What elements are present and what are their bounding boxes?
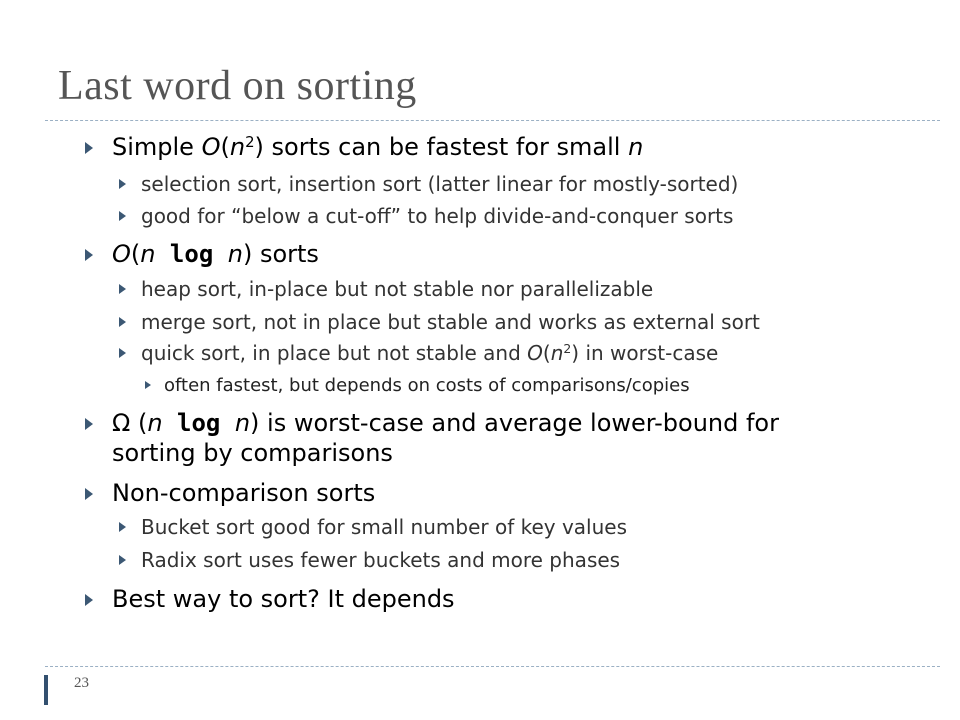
bullet-arrow-icon [119,317,126,327]
bullet-omega-continuation: sorting by comparisons [112,439,393,467]
title-divider [45,120,940,121]
sub-bullet-cutoff: good for “below a cut-off” to help divide-and-conquer sorts [141,205,733,228]
bullet-omega-lower-bound: Ω (n log n) is worst-case and average lower-bound for [112,410,779,438]
footer-divider [45,666,940,667]
bullet-arrow-icon [85,142,93,154]
sub-bullet-radix-sort: Radix sort uses fewer buckets and more phases [141,549,620,572]
bullet-arrow-icon [145,381,151,389]
bullet-arrow-icon [119,522,126,532]
sub-bullet-quick-sort: quick sort, in place but not stable and $O(n^2)$ in worst-case [141,342,718,365]
bullet-nlogn-sorts: O(n log n) sorts [112,241,319,269]
bullet-best-way: Best way to sort? It depends [112,586,455,614]
bullet-arrow-icon [85,594,93,606]
bullet-arrow-icon [119,555,126,565]
sub-bullet-bucket-sort: Bucket sort good for small number of key values [141,516,627,539]
footer-accent-bar [44,675,48,705]
bullet-arrow-icon [85,418,93,430]
sub-sub-bullet-often-fastest: often fastest, but depends on costs of comparisons/copies [164,376,690,397]
slide-title: Last word on sorting [58,63,417,109]
bullet-arrow-icon [119,348,126,358]
sub-bullet-merge-sort: merge sort, not in place but stable and works as external sort [141,311,760,334]
bullet-arrow-icon [119,284,126,294]
sub-bullet-selection-insertion: selection sort, insertion sort (latter linear for mostly-sorted) [141,173,738,196]
bullet-simple-sorts: Simple $O(n^2)$ sorts can be fastest for small n [112,134,643,162]
bullet-arrow-icon [119,179,126,189]
bullet-non-comparison: Non-comparison sorts [112,480,375,508]
sub-bullet-heap-sort: heap sort, in-place but not stable nor parallelizable [141,278,653,301]
bullet-arrow-icon [85,249,93,261]
bullet-arrow-icon [119,211,126,221]
bullet-arrow-icon [85,488,93,500]
page-number: 23 [74,675,89,691]
